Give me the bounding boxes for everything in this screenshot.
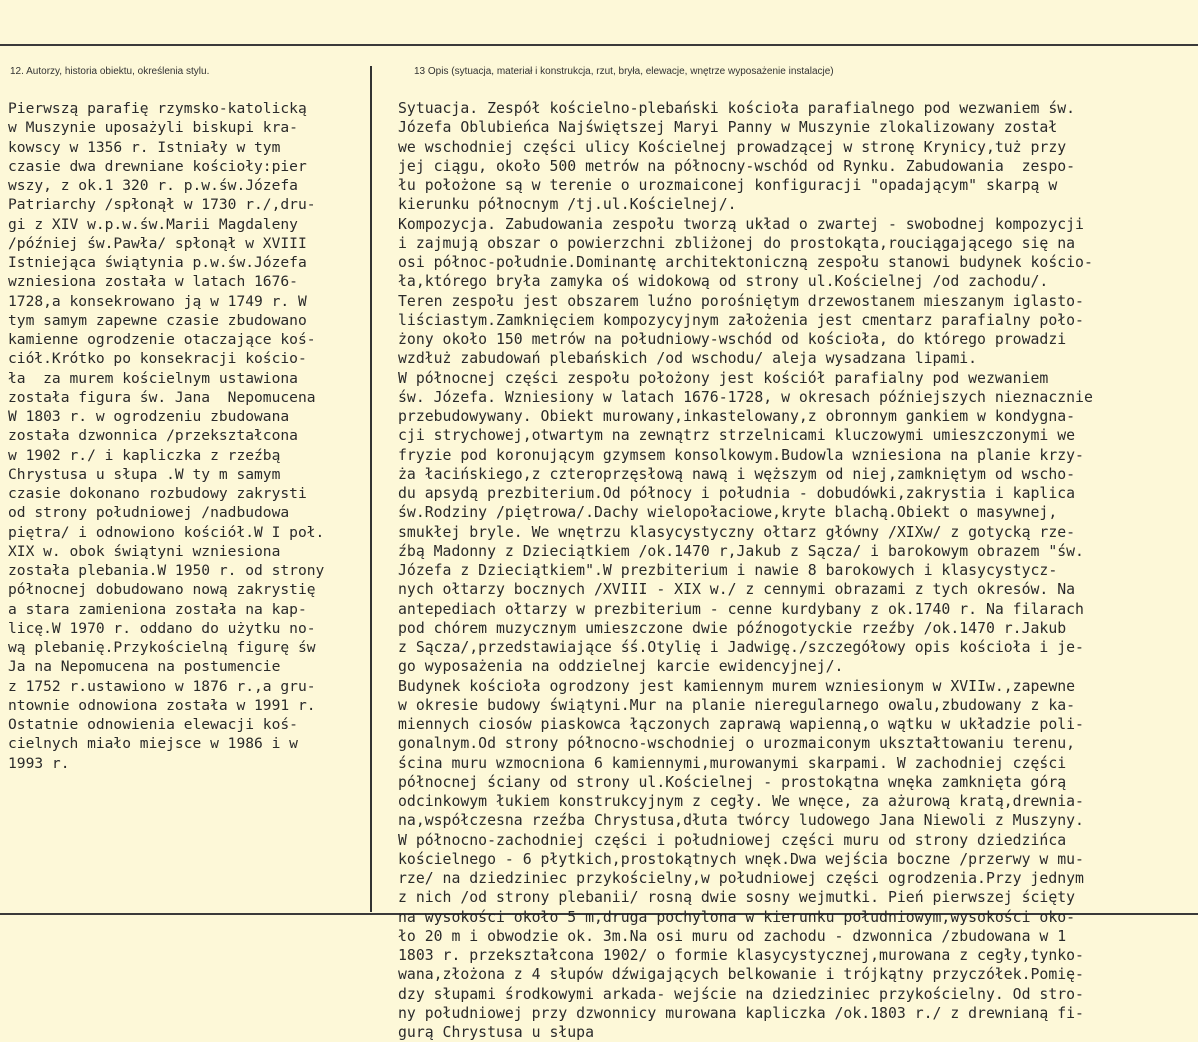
- text-line: w Muszynie uposażyli biskupi kra-: [8, 119, 298, 137]
- text-line: 1728,a konsekrowano ją w 1749 r. W: [8, 292, 307, 310]
- text-line: cielnych miało miejsce w 1986 i w: [8, 735, 298, 753]
- text-line: miennych ciosów piaskowca łączonych zaprawą wapienną,o wątku w układzie poli-: [398, 716, 1084, 733]
- text-line: kamienne ogrodzenie otaczające koś-: [8, 331, 316, 348]
- text-line: rze/ na dziedziniec przykościelny,w południowej części ogrodzenia.Przy jednym: [398, 870, 1084, 887]
- text-line: ntownie odnowiona została w 1991 r.: [8, 696, 316, 714]
- text-line: została dzwonnica /przekształcona: [8, 427, 298, 445]
- text-line: źbą Madonny z Dzieciątkiem /ok.1470 r,Jakub z Sącza/ i barokowym obrazem "św.: [398, 542, 1084, 560]
- text-line: w okresie budowy świątyni.Mur na planie nieregularnego owalu,zbudowany z ka-: [398, 696, 1076, 714]
- text-line: wzdłuż zabudowań plebańskich /od wschodu/ aleja wysadzana lipami.: [398, 350, 978, 368]
- text-line: wana,złożona z 4 słupów dźwigających belkowanie i trójkątny przyczółek.Pomię-: [398, 966, 1084, 984]
- text-line: z 1752 r.ustawiono w 1876 r.,a gru-: [8, 677, 316, 695]
- text-line: go wyposażenia na oddzielnej karcie ewidencyjnej/.: [398, 658, 844, 676]
- text-line: północnej ściany od strony ul.Kościelnej - prostokątna wnęka zamknięta górą: [398, 773, 1067, 791]
- text-line: wzniesiona została w latach 1676-: [8, 273, 298, 291]
- column-divider: [370, 66, 372, 912]
- text-line: ciół.Krótko po konsekracji kościo-: [8, 350, 307, 368]
- text-line: ża łacińskiego,z czteroprzęsłową nawą i węższym od niej,zamkniętym od wscho-: [398, 465, 1076, 483]
- text-line: gonalnym.Od strony północno-wschodniej o urozmaiconym ukształtowaniu terenu,: [398, 735, 1076, 753]
- text-line: W północno-zachodniej części i południowej części muru od strony dziedzińca: [398, 831, 1067, 849]
- text-line: Józefa Oblubieńca Najświętszej Maryi Panny w Muszynie zlokalizowany został: [398, 119, 1058, 137]
- section-12-header: 12. Autorzy, historia obiektu, określenia stylu.: [10, 66, 210, 77]
- text-line: przebudowywany. Obiekt murowany,inkastelowany,z obronnym gankiem w kondygna-: [398, 408, 1076, 425]
- text-line: a stara zamieniona została na kap-: [8, 600, 307, 618]
- text-line: została figura św. Jana Nepomucena: [8, 388, 316, 406]
- text-line: łu położone są w terenie o urozmaiconej konfiguracji "opadającym" skarpą w: [398, 177, 1058, 194]
- section-13-header: 13 Opis (sytuacja, materiał i konstrukcja, rzut, bryła, elewacje, wnętrze wyposażenie instalacje): [414, 66, 834, 77]
- text-line: na,współczesna rzeźba Chrystusa,dłuta twórcy ludowego Jana Niewoli z Muszyny.: [398, 812, 1084, 830]
- text-line: we wschodniej części ulicy Kościelnej prowadzącej w stronę Krynicy,tuż przy: [398, 138, 1067, 156]
- text-line: gurą Chrystusa u słupa: [398, 1024, 594, 1041]
- text-line: północnej dobudowano nową zakrystię: [8, 581, 316, 599]
- text-line: piętra/ i odnowiono kościół.W I poł.: [8, 523, 325, 541]
- text-line: osi północ-południe.Dominantę architektoniczną zespołu stanowi budynek kościo-: [398, 254, 1093, 271]
- description-text-column: [398, 99, 1093, 1042]
- text-line: wszy, z ok.1 320 r. p.w.św.Józefa: [8, 177, 298, 194]
- text-line: ścina muru wzmocniona 6 kamiennymi,murowanymi skarpami. W zachodniej części: [398, 754, 1067, 772]
- text-line: żony około 150 metrów na południowy-wschód od kościoła, do którego prowadzi: [398, 331, 1067, 348]
- text-line: z nich /od strony plebanii/ rosną dwie sosny wejmutki. Pień pierwszej ścięty: [398, 889, 1076, 907]
- history-text-column: [8, 99, 324, 773]
- text-line: liściastym.Zamknięciem kompozycyjnym założenia jest cmentarz parafialny poło-: [398, 311, 1084, 329]
- top-rule: [0, 44, 1198, 46]
- text-line: du apsydą prezbiterium.Od północy i południa - dobudówki,zakrystia i kaplica: [398, 485, 1076, 502]
- text-line: została plebania.W 1950 r. od strony: [8, 562, 325, 579]
- text-line: kościelnego - 6 płytkich,prostokątnych wnęk.Dwa wejścia boczne /przerwy w mu-: [398, 850, 1084, 868]
- text-line: gi z XIV w.p.w.św.Marii Magdaleny: [8, 215, 298, 233]
- text-line: Budynek kościoła ogrodzony jest kamiennym murem wzniesionym w XVIIw.,zapewne: [398, 677, 1076, 695]
- text-line: jej ciągu, około 500 metrów na północny-wschód od Rynku. Zabudowania zespo-: [398, 157, 1076, 175]
- text-line: ła,którego bryła zamyka oś widokową od strony ul.Kościelnej /od zachodu/.: [398, 273, 1049, 291]
- text-line: kowscy w 1356 r. Istniały w tym: [8, 138, 281, 156]
- text-line: /później św.Pawła/ spłonął w XVIII: [8, 234, 307, 252]
- text-line: odcinkowym łukiem konstrukcyjnym z cegły. We wnęce, za ażurową kratą,drewnia-: [398, 793, 1084, 810]
- text-line: pod chórem muzycznym umieszczone dwie późnogotyckie rzeźby /ok.1470 r.Jakub: [398, 619, 1067, 637]
- text-line: W północnej części zespołu położony jest kościół parafialny pod wezwaniem: [398, 369, 1049, 387]
- text-line: nych ołtarzy bocznych /XVIII - XIX w./ z cennymi obrazami z tych okresów. Na: [398, 581, 1076, 599]
- text-line: antepediach ołtarzy w prezbiterium - cenne kurdybany z ok.1740 r. Na filarach: [398, 600, 1084, 618]
- text-line: licę.W 1970 r. oddano do użytku no-: [8, 619, 316, 637]
- text-line: czasie dokonano rozbudowy zakrysti: [8, 485, 307, 502]
- text-line: Kompozycja. Zabudowania zespołu tworzą układ o zwartej - swobodnej kompozycji: [398, 215, 1084, 233]
- text-line: od strony południowej /nadbudowa: [8, 504, 290, 522]
- text-line: cji strychowej,otwartym na zewnątrz strzelnicami kluczowymi umieszczonymi we: [398, 427, 1076, 445]
- text-line: 1993 r.: [8, 754, 70, 772]
- text-line: XIX w. obok świątyni wzniesiona: [8, 542, 281, 560]
- text-line: 1803 r. przekształcona 1902/ o formie klasycystycznej,murowana z cegły,tynko-: [398, 947, 1084, 964]
- text-line: Ostatnie odnowienia elewacji koś-: [8, 716, 298, 733]
- text-line: ła za murem kościelnym ustawiona: [8, 369, 298, 387]
- text-line: smukłej bryle. We wnętrzu klasycystyczny ołtarz główny /XIXw/ z gotycką rze-: [398, 523, 1076, 541]
- text-line: z Sącza/,przedstawiające śś.Otylię i Jadwigę./szczegółowy opis kościoła i je-: [398, 639, 1084, 656]
- text-line: na wysokości około 5 m,druga pochylona w kierunku południowym,wysokości oko-: [398, 908, 1076, 926]
- text-line: w 1902 r./ i kapliczka z rzeźbą: [8, 446, 281, 464]
- text-line: i zajmują obszar o powierzchni zbliżonej do prostokąta,rouciągającego się na: [398, 234, 1076, 252]
- text-line: Józefa z Dzieciątkiem".W prezbiterium i nawie 8 barokowych i klasycystycz-: [398, 562, 1058, 579]
- text-line: tym samym zapewne czasie zbudowano: [8, 311, 307, 329]
- text-line: Ja na Nepomucena na postumencie: [8, 658, 281, 676]
- text-line: wą plebanię.Przykościelną figurę św: [8, 639, 316, 656]
- text-line: Chrystusa u słupa .W ty m samym: [8, 465, 281, 483]
- text-line: Sytuacja. Zespół kościelno-plebański kościoła parafialnego pod wezwaniem św.: [398, 100, 1076, 117]
- text-line: ny południowej przy dzwonnicy murowana kapliczka /ok.1803 r./ z drewnianą fi-: [398, 1004, 1084, 1022]
- text-line: ło 20 m i obwodzie ok. 3m.Na osi muru od zachodu - dzwonnica /zbudowana w 1: [398, 927, 1067, 945]
- text-line: św.Rodziny /piętrowa/.Dachy wielopołaciowe,kryte blachą.Obiekt o masywnej,: [398, 504, 1058, 522]
- text-line: czasie dwa drewniane kościoły:pier: [8, 157, 307, 175]
- text-line: dzy słupami środkowymi arkada- wejście na dziedziniec przykościelny. Od stro-: [398, 985, 1084, 1003]
- text-line: kierunku północnym /tj.ul.Kościelnej/.: [398, 196, 737, 214]
- text-line: W 1803 r. w ogrodzeniu zbudowana: [8, 408, 290, 425]
- text-line: św. Józefa. Wzniesiony w latach 1676-1728, w okresach późniejszych nieznacznie: [398, 388, 1093, 406]
- text-line: Patriarchy /spłonął w 1730 r./,dru-: [8, 196, 316, 214]
- text-line: Istniejąca świątynia p.w.św.Józefa: [8, 254, 307, 271]
- text-line: Teren zespołu jest obszarem luźno porośniętym drzewostanem mieszanym iglasto-: [398, 292, 1084, 310]
- text-line: fryzie pod koronującym gzymsem konsolkowym.Budowla wzniesiona na planie krzy-: [398, 446, 1084, 464]
- text-line: Pierwszą parafię rzymsko-katolicką: [8, 100, 307, 117]
